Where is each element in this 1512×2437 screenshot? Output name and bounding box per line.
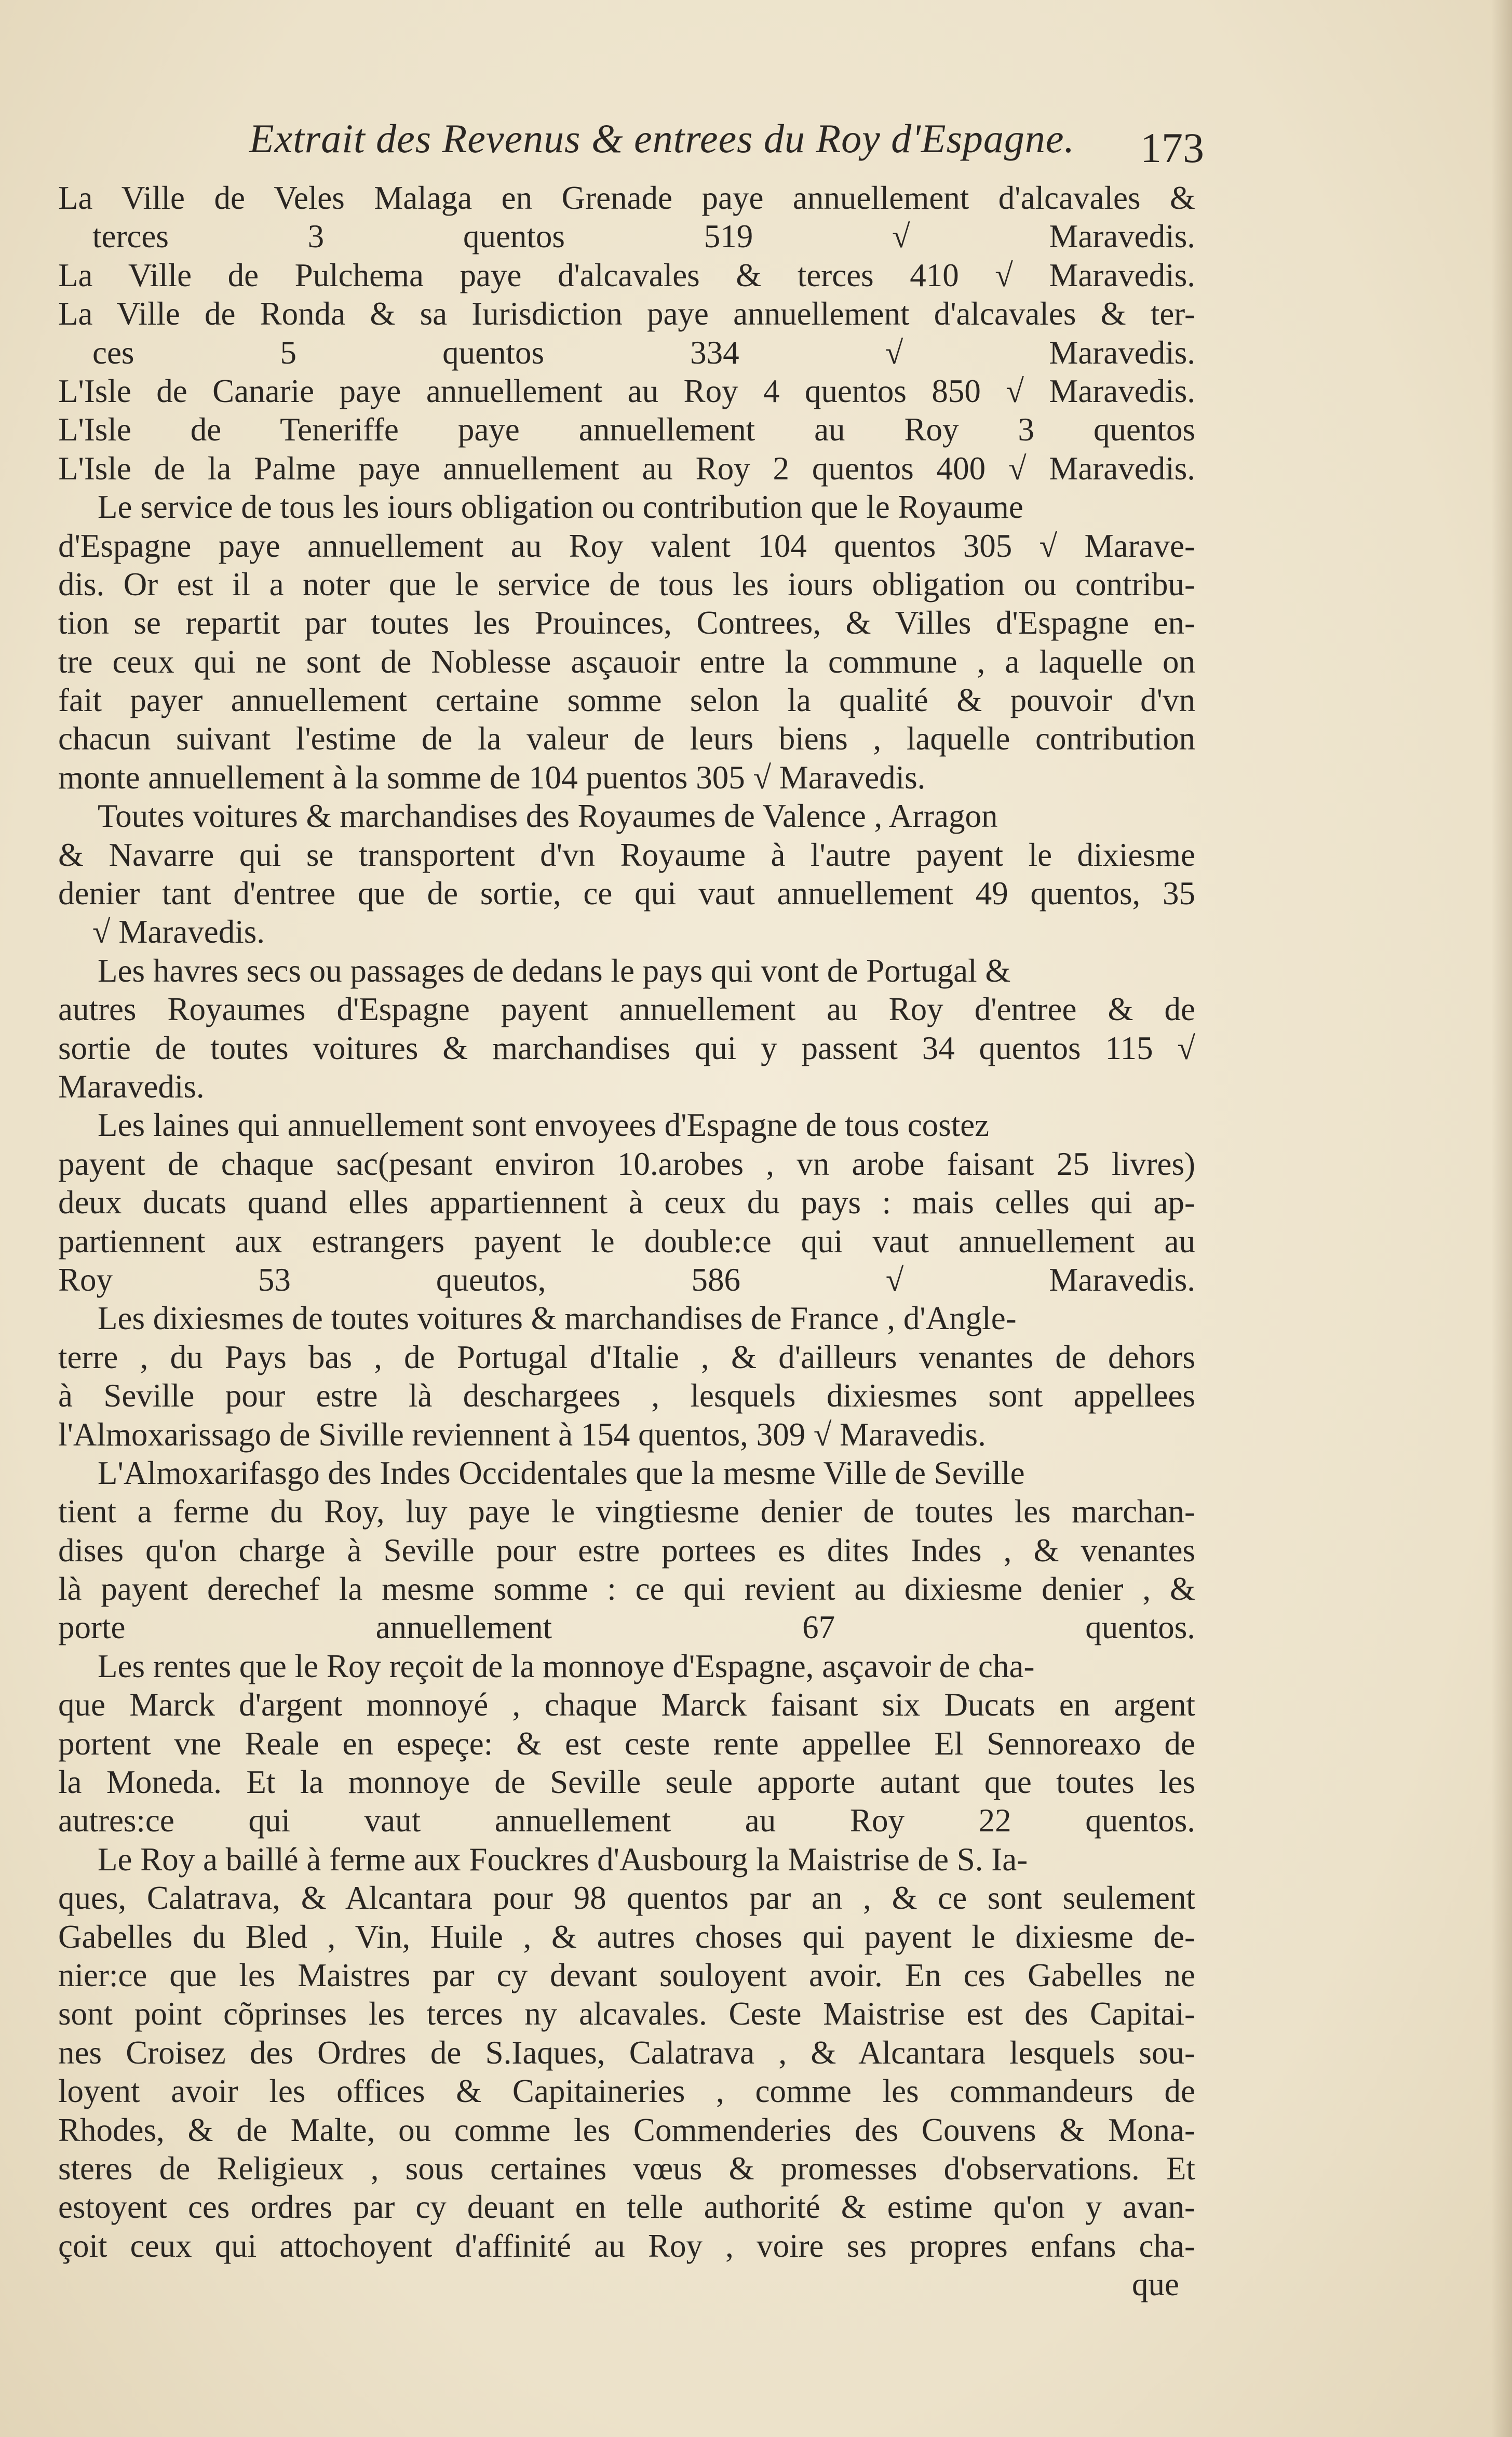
- text-line: sont point cõprinses les terces ny alcavales. Ceste Maistrise est des Capitai-: [58, 1996, 1195, 2032]
- text-line: terces 3 quentos 519 √ Maravedis.: [92, 218, 1195, 255]
- text-line: √ Maravedis.: [92, 914, 265, 950]
- text-line: çoit ceux qui attochoyent d'affinité au Roy , voire ses propres enfans cha-: [58, 2227, 1195, 2264]
- text-line: que Marck d'argent monnoyé , chaque Marck faisant six Ducats en argent: [58, 1686, 1195, 1723]
- text-line: denier tant d'entree que de sortie, ce qui vaut annuellement 49 quentos, 35: [58, 875, 1195, 912]
- text-line: payent de chaque sac(pesant environ 10.arobes , vn arobe faisant 25 livres): [58, 1145, 1195, 1182]
- text-line: chacun suivant l'estime de la valeur de leurs biens , laquelle contribution: [58, 720, 1195, 757]
- text-line: Roy 53 queutos, 586 √ Maravedis.: [58, 1261, 1195, 1298]
- text-line: l'Almoxarissago de Siville reviennent à 154 quentos, 309 √ Maravedis.: [58, 1416, 986, 1453]
- text-line: La Ville de Veles Malaga en Grenade paye annuellement d'alcavales &: [58, 180, 1195, 216]
- text-line: Toutes voitures & marchandises des Royaumes de Valence , Arragon: [98, 798, 998, 835]
- text-line: nes Croisez des Ordres de S.Iaques, Calatrava , & Alcantara lesquels sou-: [58, 2034, 1195, 2071]
- text-line: là payent derechef la mesme somme : ce qui revient au dixiesme denier , &: [58, 1571, 1195, 1608]
- catchword: que: [1132, 2266, 1179, 2302]
- text-line: L'Isle de la Palme paye annuellement au Roy 2 quentos 400 √ Maravedis.: [58, 450, 1195, 487]
- text-line: Les rentes que le Roy reçoit de la monnoye d'Espagne, asçavoir de cha-: [98, 1648, 1035, 1684]
- running-head: Extrait des Revenus & entrees du Roy d'Espagne.: [249, 116, 1075, 161]
- text-line: d'Espagne paye annuellement au Roy valent 104 quentos 305 √ Marave-: [58, 527, 1195, 564]
- text-line: estoyent ces ordres par cy deuant en telle authorité & estime qu'on y avan-: [58, 2189, 1195, 2226]
- text-line: Maravedis.: [58, 1068, 205, 1105]
- text-line: dises qu'on charge à Seville pour estre portees es dites Indes , & venantes: [58, 1532, 1195, 1569]
- text-line: Le service de tous les iours obligation ou contribution que le Royaume: [98, 489, 1023, 526]
- body-text: [58, 179, 1195, 2265]
- text-line: monte annuellement à la somme de 104 puentos 305 √ Maravedis.: [58, 759, 926, 796]
- text-line: fait payer annuellement certaine somme selon la qualité & pouvoir d'vn: [58, 682, 1195, 719]
- text-line: L'Isle de Canarie paye annuellement au Roy 4 quentos 850 √ Maravedis.: [58, 372, 1195, 409]
- text-line: la Moneda. Et la monnoye de Seville seule apporte autant que toutes les: [58, 1764, 1195, 1801]
- text-line: tion se repartit par toutes les Prouinces, Contrees, & Villes d'Espagne en-: [58, 605, 1195, 641]
- text-line: dis. Or est il a noter que le service de tous les iours obligation ou contribu-: [58, 566, 1195, 602]
- text-line: loyent avoir les offices & Capitaineries , comme les commandeurs de: [58, 2073, 1195, 2110]
- text-line: Gabelles du Bled , Vin, Huile , & autres choses qui payent le dixiesme de-: [58, 1918, 1195, 1955]
- text-line: tient a ferme du Roy, luy paye le vingtiesme denier de toutes les marchan-: [58, 1493, 1195, 1530]
- page-gutter-shadow: [1491, 0, 1512, 2437]
- text-line: La Ville de Pulchema paye d'alcavales & terces 410 √ Maravedis.: [58, 257, 1195, 293]
- text-line: à Seville pour estre là deschargees , lesquels dixiesmes sont appellees: [58, 1377, 1195, 1414]
- text-line: porte annuellement 67 quentos.: [58, 1609, 1195, 1646]
- text-line: Les dixiesmes de toutes voitures & marchandises de France , d'Angle-: [98, 1300, 1017, 1337]
- text-line: Les havres secs ou passages de dedans le pays qui vont de Portugal &: [98, 952, 1011, 989]
- text-line: tre ceux qui ne sont de Noblesse asçauoir entre la commune , a laquelle on: [58, 643, 1195, 680]
- text-line: L'Almoxarifasgo des Indes Occidentales que la mesme Ville de Seville: [98, 1454, 1025, 1491]
- text-line: terre , du Pays bas , de Portugal d'Italie , & d'ailleurs venantes de dehors: [58, 1338, 1195, 1375]
- text-line: Les laines qui annuellement sont envoyees d'Espagne de tous costez: [98, 1107, 990, 1144]
- text-line: nier:ce que les Maistres par cy devant souloyent avoir. En ces Gabelles ne: [58, 1957, 1195, 1993]
- text-line: ces 5 quentos 334 √ Maravedis.: [92, 334, 1195, 371]
- text-line: portent vne Reale en espeçe: & est ceste rente appellee El Sennoreaxo de: [58, 1725, 1195, 1762]
- text-line: & Navarre qui se transportent d'vn Royaume à l'autre payent le dixiesme: [58, 836, 1195, 873]
- page-number: 173: [1140, 124, 1204, 171]
- text-line: autres:ce qui vaut annuellement au Roy 22 quentos.: [58, 1802, 1195, 1839]
- text-line: steres de Religieux , sous certaines vœus & promesses d'observations. Et: [58, 2150, 1195, 2187]
- text-line: partiennent aux estrangers payent le double:ce qui vaut annuellement au: [58, 1223, 1195, 1260]
- text-line: autres Royaumes d'Espagne payent annuellement au Roy d'entree & de: [58, 991, 1195, 1028]
- text-line: Le Roy a baillé à ferme aux Fouckres d'Ausbourg la Maistrise de S. Ia-: [98, 1841, 1028, 1878]
- text-line: sortie de toutes voitures & marchandises qui y passent 34 quentos 115 √: [58, 1029, 1195, 1066]
- text-line: L'Isle de Teneriffe paye annuellement au Roy 3 quentos: [58, 411, 1195, 448]
- text-line: deux ducats quand elles appartiennent à ceux du pays : mais celles qui ap-: [58, 1184, 1195, 1221]
- text-line: Rhodes, & de Malte, ou comme les Commenderies des Couvens & Mona-: [58, 2111, 1195, 2148]
- text-line: ques, Calatrava, & Alcantara pour 98 quentos par an , & ce sont seulement: [58, 1880, 1195, 1917]
- text-line: La Ville de Ronda & sa Iurisdiction paye annuellement d'alcavales & ter-: [58, 296, 1195, 332]
